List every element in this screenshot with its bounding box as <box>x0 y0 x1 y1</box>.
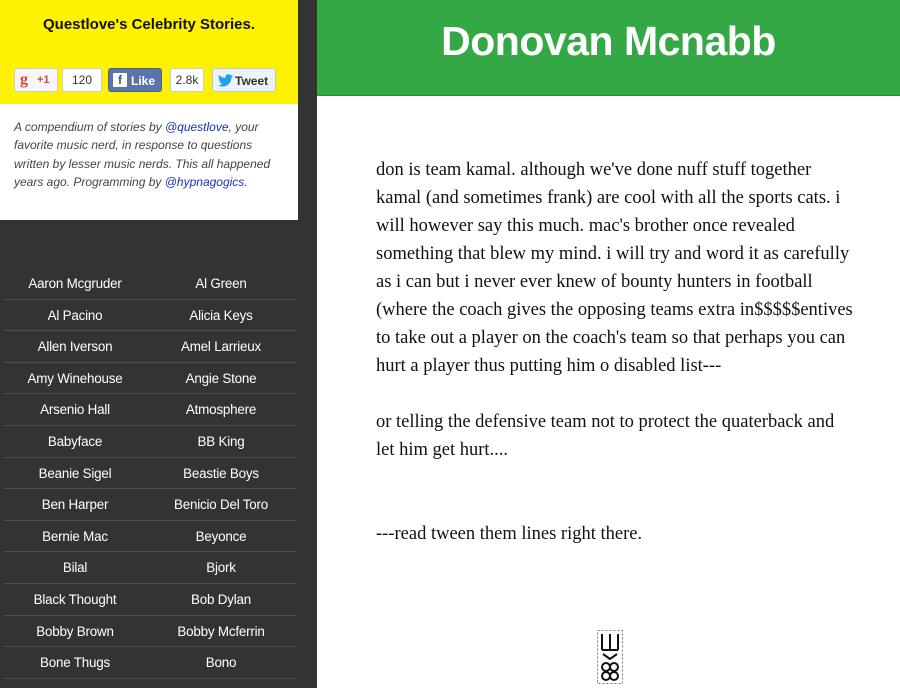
celebrity-link[interactable]: Black Thought <box>4 584 146 616</box>
questlove-link[interactable]: @questlove <box>164 120 229 134</box>
story-body <box>376 156 856 548</box>
story-paragraph: or telling the defensive team not to protect the quaterback and let him get hurt.... <box>376 412 835 460</box>
celebrity-list <box>4 268 296 679</box>
signature-glyph-icon <box>597 630 623 684</box>
celebrity-link[interactable]: Beastie Boys <box>146 458 296 490</box>
twitter-bird-icon <box>218 74 233 87</box>
celebrity-link[interactable]: Babyface <box>4 426 146 458</box>
google-plus-count: 120 <box>62 68 102 92</box>
celebrity-link[interactable]: Al Pacino <box>4 300 146 332</box>
site-description <box>0 104 298 220</box>
story-header <box>317 0 900 96</box>
facebook-like-count: 2.8k <box>170 68 204 92</box>
celebrity-link[interactable]: Bobby Brown <box>4 616 146 648</box>
celebrity-link[interactable]: Bone Thugs <box>4 647 146 679</box>
description-text: . <box>244 175 248 190</box>
celebrity-link[interactable]: Bobby Mcferrin <box>146 616 296 648</box>
celebrity-link[interactable]: Alicia Keys <box>146 300 296 332</box>
celebrity-link[interactable]: Beyonce <box>146 521 296 553</box>
celebrity-link[interactable]: Amy Winehouse <box>4 363 146 395</box>
celebrity-link[interactable]: Bob Dylan <box>146 584 296 616</box>
site-header <box>0 0 298 104</box>
celebrity-link[interactable]: Bernie Mac <box>4 521 146 553</box>
celebrity-link[interactable]: Bono <box>146 647 296 679</box>
story-paragraph: ---read tween them lines right there. <box>376 524 643 544</box>
google-plus-label: +1 <box>37 74 50 86</box>
google-plus-button[interactable] <box>14 68 58 92</box>
celebrity-link[interactable]: Bjork <box>146 552 296 584</box>
celebrity-link[interactable]: Benicio Del Toro <box>146 489 296 521</box>
celebrity-link[interactable]: Beanie Sigel <box>4 458 146 490</box>
celebrity-link[interactable]: Amel Larrieux <box>146 331 296 363</box>
sidebar <box>0 0 317 688</box>
celebrity-link[interactable]: Bilal <box>4 552 146 584</box>
facebook-like-button[interactable] <box>108 68 162 92</box>
celebrity-link[interactable]: Allen Iverson <box>4 331 146 363</box>
site-title[interactable]: Questlove's Celebrity Stories. <box>43 16 255 33</box>
celebrity-link[interactable]: Al Green <box>146 268 296 300</box>
facebook-icon: f <box>113 73 127 87</box>
story-paragraph: don is team kamal. although we've done nuff stuff together kamal (and sometimes frank) are cool with all the sports cats. i will however say this much. mac's brother once revealed something that blew my mind. i will try and word it as carefully as i can but i never ever knew of bounty hunters in football (where the coach gives the opposing teams extra in$$$$$entives to take out a player on the coach's team so that perhaps you can hurt a player thus putting him o disabled list--- <box>376 160 853 376</box>
tweet-button[interactable] <box>212 68 276 92</box>
celebrity-link[interactable]: Ben Harper <box>4 489 146 521</box>
story-title: Donovan Mcnabb <box>441 18 776 64</box>
hypnagogics-link[interactable]: @hypnagogics <box>164 175 245 190</box>
celebrity-link[interactable]: BB King <box>146 426 296 458</box>
description-text: A compendium of stories by <box>14 120 165 134</box>
description-text: , your favorite music nerd, in response to questions written by lesser music nerds. This all happened years ago. Programming by <box>14 120 271 190</box>
celebrity-link[interactable]: Atmosphere <box>146 394 296 426</box>
celebrity-link[interactable]: Aaron Mcgruder <box>4 268 146 300</box>
facebook-like-label: Like <box>131 74 156 88</box>
celebrity-link[interactable]: Angie Stone <box>146 363 296 395</box>
google-plus-icon: g <box>20 71 28 88</box>
tweet-label: Tweet <box>235 74 269 88</box>
celebrity-link[interactable]: Arsenio Hall <box>4 394 146 426</box>
